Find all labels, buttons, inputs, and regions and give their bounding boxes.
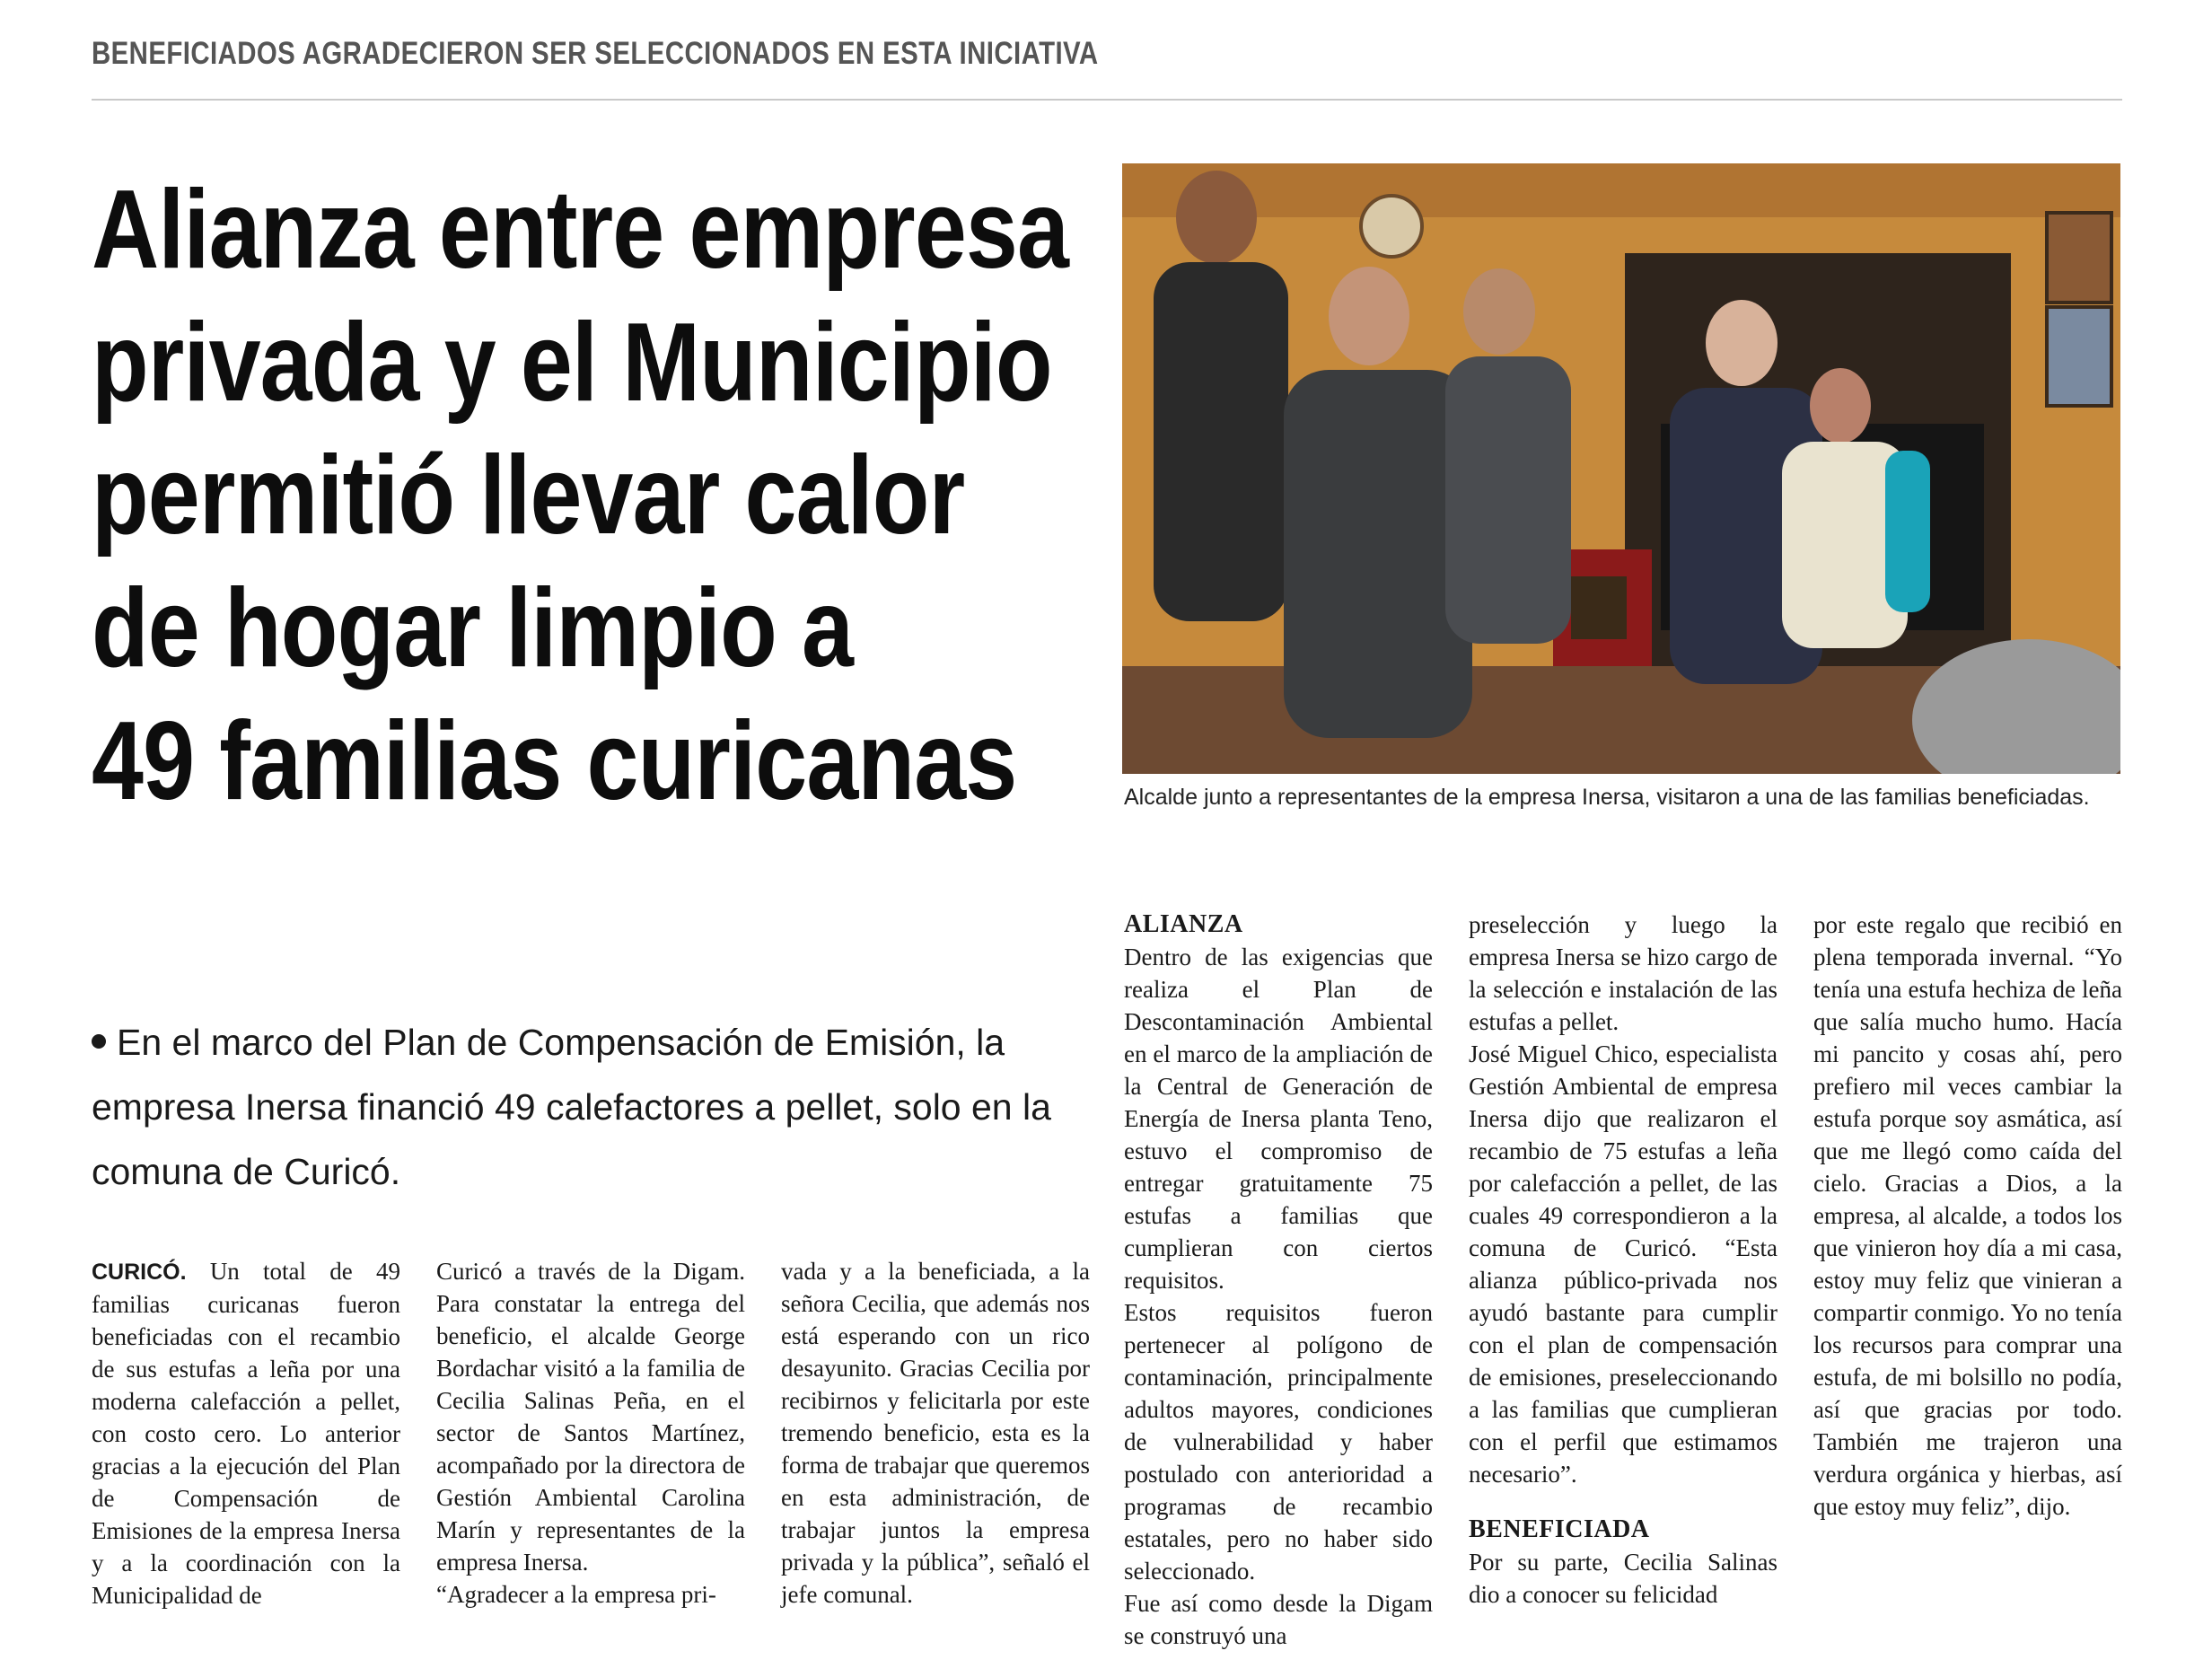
paragraph: por este regalo que recibió en plena temporada invernal. “Yo tenía una estufa hechiza de leña que salía mucho humo. Hacía mi pancito y cosas ahí, pero prefiero mil veces cambiar la estufa porque soy asmática, así que me llegó como caída del cielo. Gracias a Dios, a la empresa, al alcalde, a todos los que vinieron hoy día a mi casa, estoy muy feliz que vinieran a compartir conmigo. Yo no tenía los recursos para comprar una estufa, de mi bolsillo no podía, así que gracias por todo. También me trajeron una verdura orgánica y hierbas, así que estoy muy feliz”, dijo. [1813, 911, 2122, 1520]
headline-line: privada y el Municipio [92, 301, 1052, 425]
divider [92, 99, 2122, 101]
deck-text: En el marco del Plan de Compensación de Emisión, la empresa Inersa financió 49 calefactores a pellet, solo en la comuna de Curicó. [92, 1022, 1051, 1192]
deck [92, 1010, 1093, 1204]
spacer [1469, 1490, 1778, 1514]
paragraph: José Miguel Chico, especialista Gestión Ambiental de empresa Inersa dijo que realizaron el recambio de 75 estufas a leña por calefacción a pellet, de las cuales 49 correspondieron a la comuna de Curicó. “Esta alianza público-privada nos ayudó bastante para cumplir con el plan de compensación de emisiones, preseleccionando a las familias que cumplieran con el perfil que estimamos necesario”. [1469, 1040, 1778, 1488]
subheading: ALIANZA [1124, 910, 1243, 938]
paragraph [92, 1255, 400, 1611]
paragraph: Estos requisitos fueron pertenecer al polígono de contaminación, principalmente adultos mayores, condiciones de vulnerabilidad y haber postulado con anterioridad a programas de recambio estatales, pero no haber sido seleccionado. [1124, 1299, 1433, 1585]
paragraph-text: Un total de 49 familias curicanas fueron beneficiadas con el recambio de sus estufas a leña por una moderna calefacción a pellet, con costo cero. Lo anterior gracias a la ejecución del Plan de Compensación de Emisiones de la empresa Inersa y a la coordinación con la Municipalidad de [92, 1258, 400, 1609]
subheading: BENEFICIADA [1469, 1515, 1650, 1543]
headline-line: 49 familias curicanas [92, 699, 1017, 823]
article-column [781, 1255, 1090, 1611]
headline-line: Alianza entre empresa [92, 168, 1069, 292]
paragraph: Fue así como desde la Digam se construyó una [1124, 1590, 1433, 1649]
paragraph: Curicó a través de la Digam. Para constatar la entrega del beneficio, el alcalde George Bordachar visitó a la familia de Cecilia Salinas Peña, en el sector de Santos Martínez, acompañado por la directora de Gestión Ambiental Carolina Marín y representantes de la empresa Inersa. [436, 1258, 745, 1576]
article-column [1124, 909, 1433, 1652]
dateline: CURICÓ. [92, 1260, 187, 1285]
paragraph: preselección y luego la empresa Inersa se hizo cargo de la selección e instalación de las estufas a pellet. [1469, 911, 1778, 1035]
paragraph: vada y a la beneficiada, a la señora Cecilia, que además nos está esperando con un rico desayunito. Gracias Cecilia por recibirnos y felicitarla por este tremendo beneficio, esta es la forma de trabajar que queremos en esta administración, de trabajar juntos la empresa privada y la pública”, señaló el jefe comunal. [781, 1258, 1090, 1608]
kicker: BENEFICIADOS AGRADECIERON SER SELECCIONADOS EN ESTA INICIATIVA [92, 36, 1099, 71]
paragraph: Dentro de las exigencias que realiza el Plan de Descontaminación Ambiental en el marco de la ampliación de la Central de Generación de Energía de Inersa planta Teno, estuvo el compromiso de entregar gratuitamente 75 estufas a familias que cumplieran con ciertos requisitos. [1124, 944, 1433, 1294]
article-column [1469, 909, 1778, 1611]
article-column [92, 1255, 400, 1611]
headline-line: de hogar limpio a [92, 566, 854, 690]
photo-caption: Alcalde junto a representantes de la empresa Inersa, visitaron a una de las familias beneficiadas. [1124, 785, 2090, 810]
paragraph: Por su parte, Cecilia Salinas dio a conocer su felicidad [1469, 1549, 1778, 1608]
photo [1122, 163, 2120, 774]
headline-line: permitió llevar calor [92, 434, 965, 558]
article-column [436, 1255, 745, 1611]
photo-illustration [1122, 163, 2120, 774]
bullet-icon [92, 1034, 106, 1049]
article-column [1813, 909, 2122, 1523]
paragraph: “Agradecer a la empresa pri- [436, 1581, 716, 1608]
headline [92, 163, 1102, 828]
